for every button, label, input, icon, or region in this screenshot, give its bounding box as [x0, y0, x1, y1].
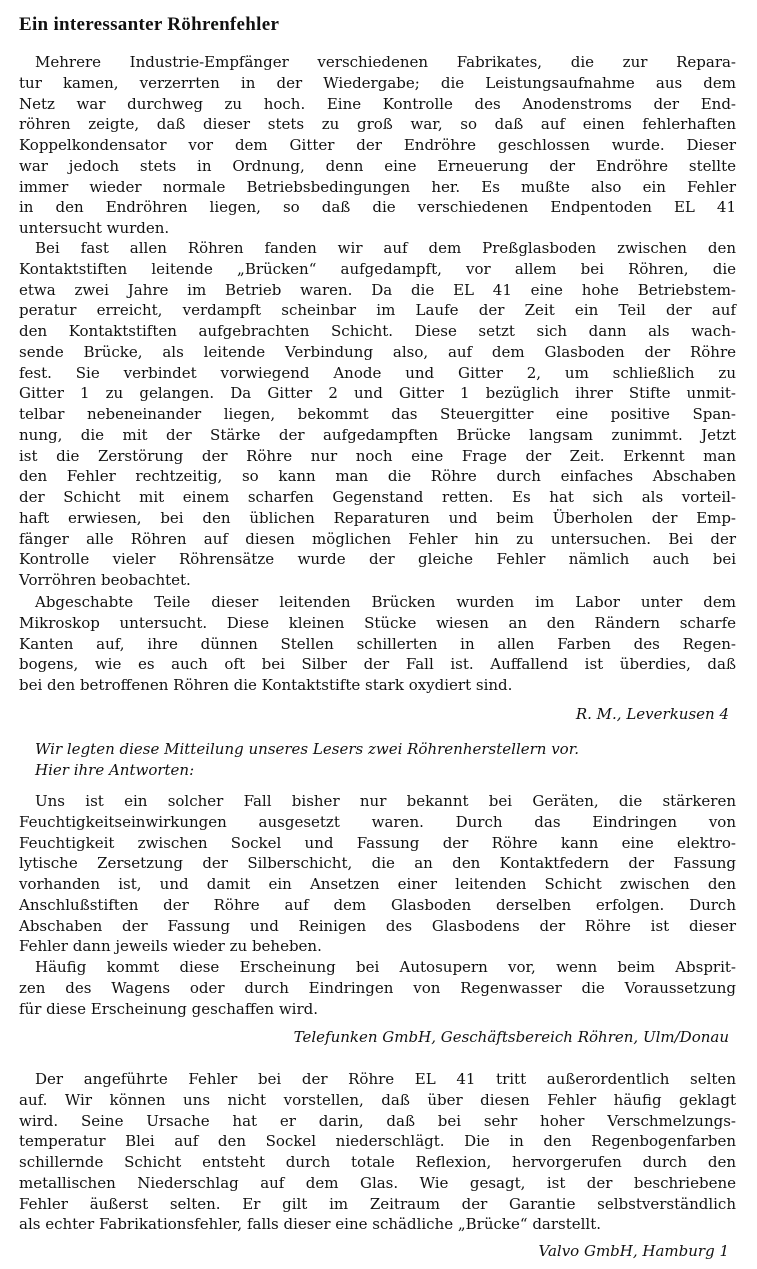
paragraph [19, 957, 736, 1019]
text-line: fänger alle Röhren auf diesen möglichen Fehler hin zu untersuchen. Bei der [19, 529, 736, 548]
signature-telefunken: Telefunken GmbH, Geschäftsbereich Röhren, Ulm/Donau [293, 1028, 729, 1046]
text-line: Feuchtigkeitseinwirkungen ausgesetzt waren. Durch das Eindringen von [19, 812, 736, 831]
text-line: lytische Zersetzung der Silberschicht, die an den Kontaktfedern der Fassung [19, 854, 736, 873]
text-line: untersucht wurden. [19, 219, 170, 237]
text-line: Feuchtigkeit zwischen Sockel und Fassung der Röhre kann eine elektro- [19, 833, 736, 852]
text-line: zen des Wagens oder durch Eindringen von Regenwasser die Voraussetzung [19, 978, 736, 997]
text-line: Abschaben der Fassung und Reinigen des Glasbodens der Röhre ist dieser [19, 916, 736, 935]
text-line: der Schicht mit einem scharfen Gegenstand retten. Es hat sich als vorteil- [19, 488, 736, 506]
text-line: telbar nebeneinander liegen, bekommt das Steuergitter eine positive Span- [19, 405, 736, 423]
text-line: Der angeführte Fehler bei der Röhre EL 41 tritt außerordentlich selten [35, 1070, 736, 1088]
text-line: wird. Seine Ursache hat er darin, daß bei sehr hoher Verschmelzungs- [19, 1111, 736, 1130]
text-line: nung, die mit der Stärke der aufgedampften Brücke langsam zunimmt. Jetzt [19, 425, 736, 444]
paragraph [19, 1069, 736, 1235]
text-line: Vorröhren beobachtet. [19, 571, 191, 589]
text-line: metallischen Niederschlag auf dem Glas. Wie gesagt, ist der beschriebene [19, 1173, 736, 1192]
text-line: Koppelkondensator vor dem Gitter der Endröhre geschlossen wurde. Dieser [19, 136, 736, 154]
text-line: sende Brücke, als leitende Verbindung also, auf dem Glasboden der Röhre [19, 342, 736, 361]
signature-reader: R. M., Leverkusen 4 [575, 705, 729, 723]
text-line: schillernde Schicht entsteht durch totale Reflexion, hervorgerufen durch den [19, 1153, 736, 1171]
text-line: für diese Erscheinung geschaffen wird. [19, 999, 318, 1018]
text-line: röhren zeigte, daß dieser stets zu groß war, so daß auf einen fehlerhaften [19, 115, 736, 134]
paragraph [19, 592, 736, 696]
paragraph [19, 238, 736, 591]
text-line: Mehrere Industrie-Empfänger verschiedenen Fabrikates, die zur Repara- [35, 53, 736, 71]
text-line: Wir legten diese Mitteilung unseres Lesers zwei Röhrenherstellern vor. [35, 740, 580, 758]
text-line: fest. Sie verbindet vorwiegend Anode und Gitter 2, um schließlich zu [19, 363, 736, 382]
article-title: Ein interessanter Röhrenfehler [19, 14, 280, 35]
text-line: in den Endröhren liegen, so daß die verschiedenen Endpentoden EL 41 [19, 198, 736, 217]
text-line: immer wieder normale Betriebsbedingungen her. Es mußte also ein Fehler [19, 177, 736, 196]
text-line: war jedoch stets in Ordnung, denn eine Erneuerung der Endröhre stellte [19, 156, 736, 175]
editorial-intro [19, 739, 736, 781]
text-line: Hier ihre Antworten: [35, 760, 195, 779]
signature-valvo: Valvo GmbH, Hamburg 1 [538, 1242, 729, 1260]
text-line: etwa zwei Jahre im Betrieb waren. Da die EL 41 eine hohe Betriebstem- [19, 280, 736, 299]
text-line: Abgeschabte Teile dieser leitenden Brücken wurden im Labor unter dem [35, 593, 736, 611]
text-line: als echter Fabrikationsfehler, falls dieser eine schädliche „Brücke“ darstellt. [19, 1215, 602, 1234]
text-line: peratur erreicht, verdampft scheinbar im Laufe der Zeit ein Teil der auf [19, 301, 736, 320]
text-line: den Fehler rechtzeitig, so kann man die Röhre durch einfaches Abschaben [19, 467, 736, 486]
text-line: vorhanden ist, und damit ein Ansetzen einer leitenden Schicht zwischen den [19, 875, 736, 893]
text-line: ist die Zerstörung der Röhre nur noch eine Frage der Zeit. Erkennt man [19, 446, 736, 465]
text-line: Kontrolle vieler Röhrensätze wurde der gleiche Fehler nämlich auch bei [19, 550, 736, 569]
text-line: bei den betroffenen Röhren die Kontaktstifte stark oxydiert sind. [19, 676, 513, 694]
text-line: Fehler äußerst selten. Er gilt im Zeitraum der Garantie selbstverständlich [19, 1194, 736, 1213]
text-line: Kanten auf, ihre dünnen Stellen schillerten in allen Farben des Regen- [19, 634, 736, 653]
text-line: Kontaktstiften leitende „Brücken“ aufgedampft, vor allem bei Röhren, die [19, 259, 736, 278]
text-line: Uns ist ein solcher Fall bisher nur bekannt bei Geräten, die stärkeren [35, 792, 736, 810]
text-line: bogens, wie es auch oft bei Silber der Fall ist. Auffallend ist überdies, daß [19, 655, 736, 674]
text-line: Anschlußstiften der Röhre auf dem Glasboden derselben erfolgen. Durch [19, 895, 736, 914]
paragraph [19, 52, 736, 239]
text-line: Bei fast allen Röhren fanden wir auf dem Preßglasboden zwischen den [35, 239, 736, 257]
text-line: Netz war durchweg zu hoch. Eine Kontrolle des Anodenstroms der End- [19, 94, 736, 113]
text-line: Mikroskop untersucht. Diese kleinen Stücke wiesen an den Rändern scharfe [19, 613, 736, 632]
text-line: tur kamen, verzerrten in der Wiedergabe; die Leistungsaufnahme aus dem [19, 73, 736, 92]
text-line: auf. Wir können uns nicht vorstellen, daß über diesen Fehler häufig geklagt [19, 1090, 736, 1109]
text-line: haft erwiesen, bei den üblichen Reparaturen und beim Überholen der Emp- [19, 508, 736, 527]
text-line: Gitter 1 zu gelangen. Da Gitter 2 und Gitter 1 bezüglich ihrer Stifte unmit- [19, 384, 736, 403]
text-line: Fehler dann jeweils wieder zu beheben. [19, 937, 322, 956]
paragraph [19, 791, 736, 957]
text-line: den Kontaktstiften aufgebrachten Schicht. Diese setzt sich dann als wach- [19, 322, 736, 340]
text-line: Häufig kommt diese Erscheinung bei Autosupern vor, wenn beim Absprit- [35, 958, 736, 976]
text-line: temperatur Blei auf den Sockel niederschlägt. Die in den Regenbogenfarben [19, 1132, 736, 1151]
